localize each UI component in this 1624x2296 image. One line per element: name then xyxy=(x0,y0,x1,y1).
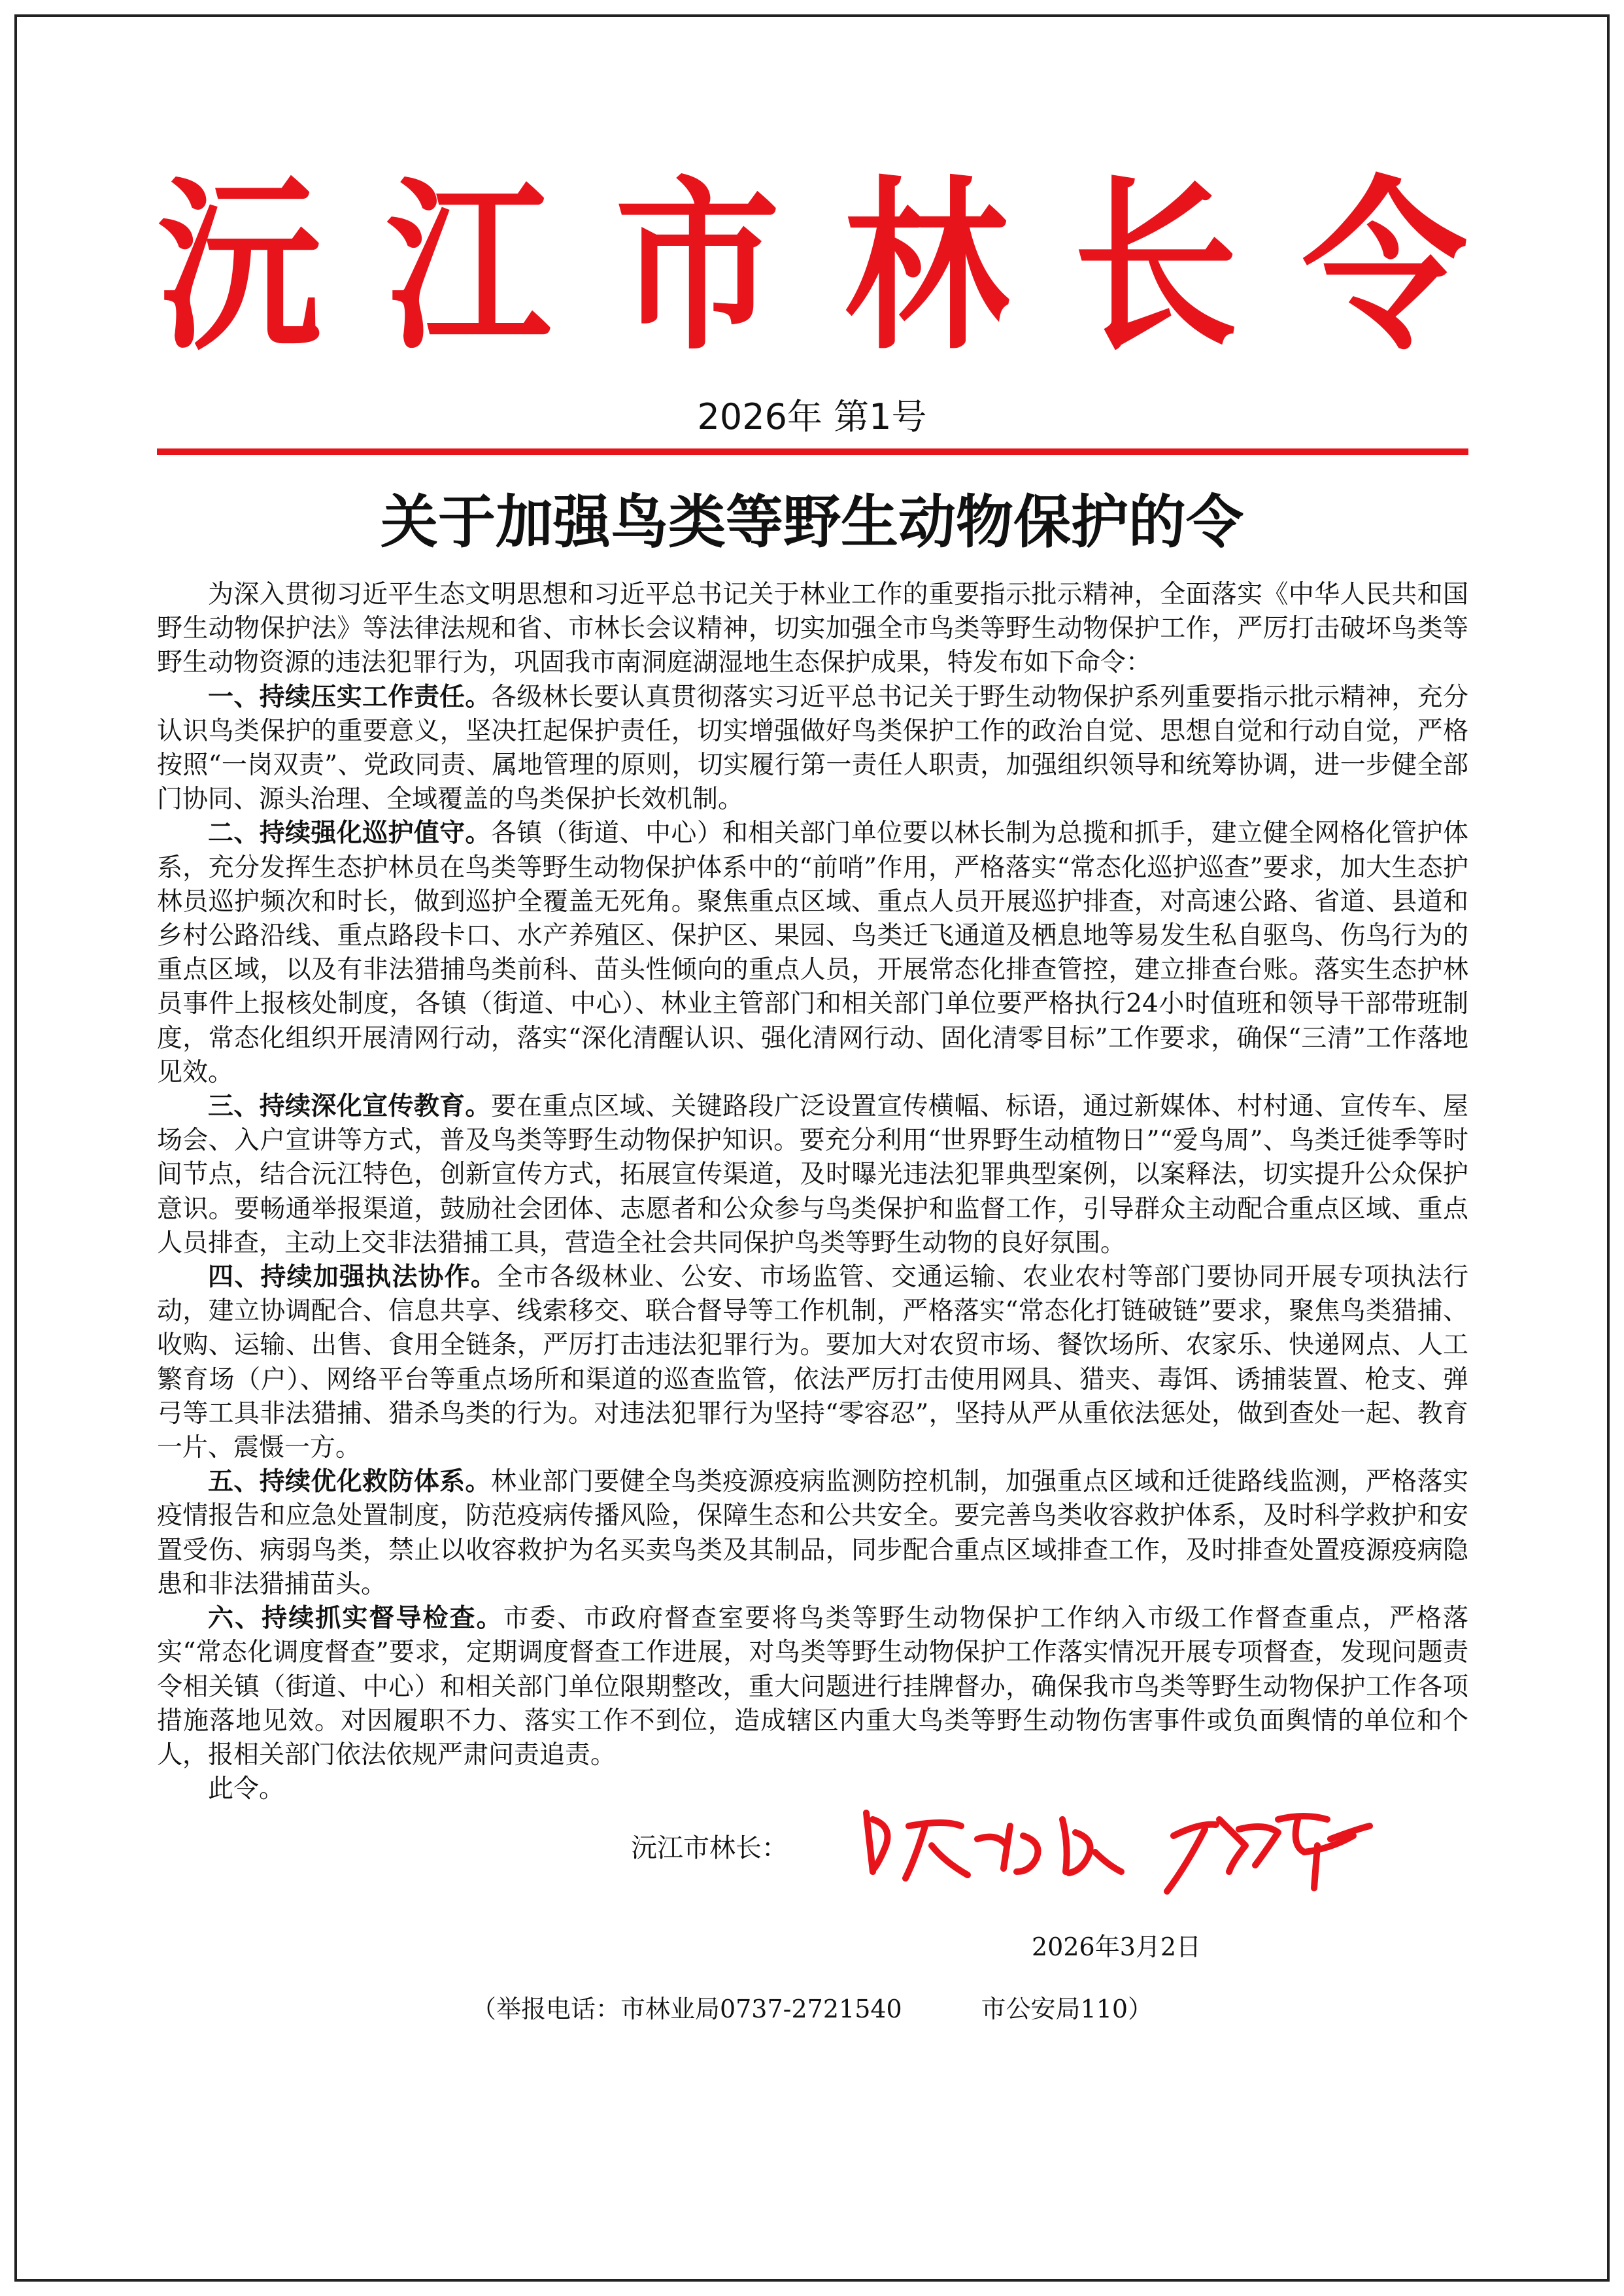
signature-stroke xyxy=(1004,1826,1010,1868)
date: 2026年3月2日 xyxy=(1032,1933,1202,1961)
section-heading: 四、持续加强执法协作。 xyxy=(208,1262,498,1292)
signature-stroke xyxy=(1314,1846,1317,1888)
closing-line: 此令。 xyxy=(208,1774,285,1804)
section-paragraph xyxy=(157,1090,1468,1260)
intro-paragraph: 为深入贯彻习近平生态文明思想和习近平总书记关于林业工作的重要指示批示精神，全面落实《中华人民共和国野生动物保护法》等法律法规和省、市林长会议精神，切实加强全市鸟类等野生动物保护工作，严厉打击破坏鸟类等野生动物资源的违法犯罪行为，巩固我市南洞庭湖湿地生态保护成果，特发布如下命令： xyxy=(157,580,1468,678)
signature-stroke xyxy=(873,1819,888,1868)
masthead-char: 林 xyxy=(844,158,1009,375)
section-text: 各镇（街道、中心）和相关部门单位要以林长制为总揽和抓手，建立健全网格化管护体系，充分发挥生态护林员在鸟类等野生动物保护体系中的“前哨”作用，严格落实“常态化巡护巡查”要求，加大生态护林员巡护频次和时长，做到巡护全覆盖无死角。聚焦重点区域、重点人员开展巡护排查，对高速公路、省道、县道和乡村公路沿线、重点路段卡口、水产养殖区、保护区、果园、鸟类迁飞通道及栖息地等易发生私自驱鸟、伤鸟行为的重点区域，以及有非法猎捕鸟类前科、苗头性倾向的重点人员，开展常态化排查管控，建立排查台账。落实生态护林员事件上报核处制度，各镇（街道、中心）、林业主管部门和相关部门单位要严格执行24小时值班和领导干部带班制度，常态化组织开展清网行动，落实“深化清醒认识、强化清网行动、固化清零目标”工作要求，确保“三清”工作落地见效。 xyxy=(157,819,1468,1087)
masthead-char: 市 xyxy=(615,158,780,375)
signer-block xyxy=(631,1813,1481,1911)
section-text: 各级林长要认真贯彻落实习近平总书记关于野生动物保护系列重要指示批示精神，充分认识鸟类保护的重要意义，坚决扛起保护责任，切实增强做好鸟类保护工作的政治自觉、思想自觉和行动自觉，严格按照“一岗双责”、党政同责、属地管理的原则，切实履行第一责任人职责，加强组织领导和统筹协调，进一步健全部门协同、源头治理、全域覆盖的鸟类保护长效机制。 xyxy=(157,682,1468,815)
signature-stroke xyxy=(1017,1836,1038,1872)
signature-stroke xyxy=(977,1837,1007,1846)
signature-stroke xyxy=(1095,1852,1121,1872)
signature-stroke xyxy=(1069,1832,1091,1873)
signature-stroke xyxy=(905,1826,925,1878)
section-heading: 五、持续优化救防体系。 xyxy=(208,1467,491,1497)
section-text: 市委、市政府督查室要将鸟类等野生动物保护工作纳入市级工作督查重点，严格落实“常态化调度督查”要求，定期调度督查工作进展，对鸟类等野生动物保护工作落实情况开展专项督查，发现问题责令相关镇（街道、中心）和相关部门单位限期整改，重大问题进行挂牌督办，确保我市鸟类等野生动物保护工作各项措施落地见效。对因履职不力、落实工作不到位，造成辖区内重大鸟类等野生动物伤害事件或负面舆情的单位和个人，报相关部门依法依规严肃问责追责。 xyxy=(157,1604,1468,1770)
signature-stroke xyxy=(932,1846,968,1875)
section-text: 要在重点区域、关键路段广泛设置宣传横幅、标语，通过新媒体、村村通、宣传车、屋场会、入户宣讲等方式，普及鸟类等野生动物保护知识。要充分利用“世界野生动植物日”“爱鸟周”、鸟类迁徙季等时间节点，结合沅江特色，创新宣传方式，拓展宣传渠道，及时曝光违法犯罪典型案例，以案释法，切实提升公众保护意识。要畅通举报渠道，鼓励社会团体、志愿者和公众参与鸟类保护和监督工作，引导群众主动配合重点区域、重点人员排查，主动上交非法猎捕工具，营造全社会共同保护鸟类等野生动物的良好氛围。 xyxy=(157,1092,1468,1258)
section-paragraph xyxy=(157,1465,1468,1602)
signature-stroke xyxy=(1278,1816,1327,1819)
hotline: （举报电话：市林业局0737-2721540 市公安局110） xyxy=(471,1995,1153,2023)
section-paragraph xyxy=(157,817,1468,1090)
document-body xyxy=(157,578,1468,1806)
section-heading: 三、持续深化宣传教育。 xyxy=(208,1092,491,1122)
section-paragraph xyxy=(157,1602,1468,1772)
section-paragraph xyxy=(157,1260,1468,1465)
signature-stroke xyxy=(1174,1825,1216,1836)
masthead-char: 长 xyxy=(1073,158,1238,375)
section-text: 林业部门要健全鸟类疫源疫病监测防控机制，加强重点区域和迁徙路线监测，严格落实疫情报告和应急处置制度，防范疫病传播风险，保障生态和公共安全。要完善鸟类收容救护体系，及时科学救护和安置受伤、病弱鸟类，禁止以收容救护为名买卖鸟类及其制品，同步配合重点区域排查工作，及时排查处置疫源疫病隐患和非法猎捕苗头。 xyxy=(157,1467,1468,1599)
masthead-title xyxy=(157,158,1467,375)
section-paragraph xyxy=(157,681,1468,817)
handwritten-signature xyxy=(847,1800,1422,1898)
section-heading: 二、持续强化巡护值守。 xyxy=(208,819,491,849)
signature-stroke xyxy=(909,1823,961,1826)
section-text: 全市各级林业、公安、市场监管、交通运输、农业农村等部门要协同开展专项执法行动，建立协调配合、信息共享、线索移交、联合督导等工作机制，严格落实“常态化打链破链”要求，聚焦鸟类猎捕、收购、运输、出售、食用全链条，严厉打击违法犯罪行为。要加大对农贸市场、餐饮场所、农家乐、快递网点、人工繁育场（户）、网络平台等重点场所和渠道的巡查监管，依法严厉打击使用网具、猎夹、毒饵、诱捕装置、枪支、弹弓等工具非法猎捕、猎杀鸟类的行为。对违法犯罪行为坚持“零容忍”，坚持从严从重依法惩处，做到查处一起、教育一片、震慑一方。 xyxy=(157,1262,1468,1463)
red-divider xyxy=(157,448,1468,455)
masthead-char: 江 xyxy=(386,158,551,375)
signature-stroke xyxy=(1062,1819,1067,1872)
masthead-char: 令 xyxy=(1302,158,1467,375)
issue-number: 2026年 第1号 xyxy=(697,396,927,437)
section-heading: 一、持续压实工作责任。 xyxy=(208,682,491,712)
section-heading: 六、持续抓实督导检查。 xyxy=(208,1604,503,1634)
document-title: 关于加强鸟类等野生动物保护的令 xyxy=(380,488,1243,556)
masthead-char: 沅 xyxy=(157,158,322,375)
signer-label-text: 沅江市林长： xyxy=(631,1833,788,1863)
